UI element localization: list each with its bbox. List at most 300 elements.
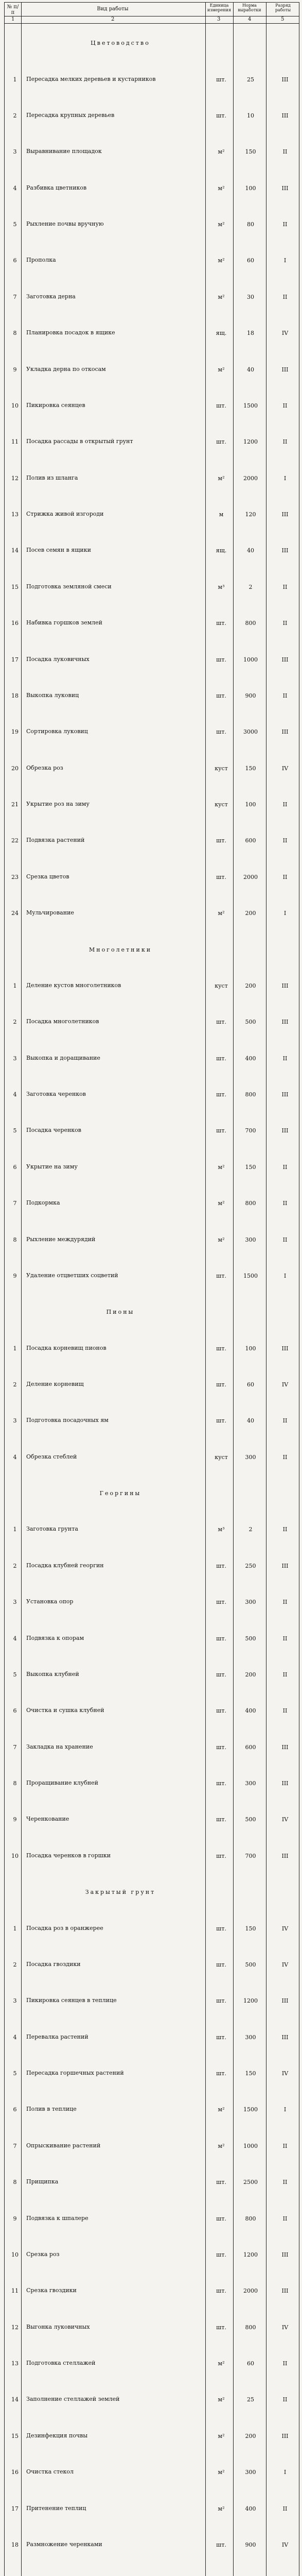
row-number: 4 (13, 2034, 17, 2041)
row-work-text: Заготовка грунта (26, 1526, 78, 1532)
row-work-text: Перевалка растений (26, 2034, 88, 2040)
row-work-text: Заготовка черенков (26, 1091, 86, 1097)
row-work-text: Установка опор (26, 1599, 74, 1605)
row-norm: 400 (245, 2505, 256, 2512)
row-grade: II (282, 837, 288, 844)
row-number: 17 (11, 2505, 19, 2512)
row-number: 3 (13, 148, 17, 155)
row-work-text: Планировка посадок в ящике (26, 330, 115, 336)
row-unit: ящ. (216, 547, 227, 554)
row-number: 4 (13, 185, 17, 192)
row-grade: II (282, 1599, 288, 1605)
row-work-text: Разбивка цветников (26, 185, 87, 191)
row-number: 6 (13, 257, 17, 264)
row-norm: 2 (248, 584, 253, 590)
row-number: 21 (11, 801, 19, 808)
row-number: 7 (13, 294, 17, 300)
row-number: 8 (13, 1236, 17, 1243)
row-number: 10 (11, 1853, 19, 1859)
section-title: Цветоводство (91, 40, 150, 46)
row-work-text: Подвязка растений (26, 837, 85, 843)
row-unit: шт. (216, 1816, 226, 1823)
row-work-text: Заготовка дерна (26, 294, 76, 300)
row-number: 4 (13, 1091, 17, 1098)
row-unit: м² (218, 2505, 225, 2512)
row-norm: 300 (245, 2034, 256, 2041)
row-grade: II (282, 1055, 288, 1062)
row-grade: II (282, 294, 288, 300)
row-grade: II (282, 620, 288, 626)
row-work-text: Выравнивание площадок (26, 148, 102, 155)
row-number: 3 (13, 1997, 17, 2004)
row-unit: шт. (216, 837, 226, 844)
row-grade: II (282, 2179, 288, 2185)
row-grade: III (281, 366, 289, 373)
row-work-text: Обрезка стеблей (26, 1454, 77, 1460)
row-work-text: Рыхление почвы вручную (26, 221, 104, 227)
row-norm: 1200 (243, 2251, 258, 2258)
row-number: 2 (13, 1961, 17, 1968)
row-unit: шт. (216, 692, 226, 699)
row-unit: шт. (216, 1925, 226, 1932)
row-grade: II (282, 1707, 288, 1714)
row-grade: II (282, 1164, 288, 1171)
row-work-text: Посадка клубней георгин (26, 1563, 104, 1569)
header-grade: Разряд работы (275, 3, 291, 12)
row-number: 1 (13, 982, 17, 989)
row-norm: 500 (245, 1961, 256, 1968)
colnum-3: 3 (217, 16, 221, 22)
row-work-text: Подвязка к шпалере (26, 2215, 88, 2222)
row-number: 5 (13, 2070, 17, 2077)
row-number: 5 (13, 1127, 17, 1134)
row-grade: II (282, 438, 288, 445)
row-number: 1 (13, 1925, 17, 1932)
row-unit: м (219, 511, 224, 518)
row-grade: III (281, 2287, 289, 2294)
row-norm: 200 (245, 982, 256, 989)
row-number: 10 (11, 2251, 19, 2258)
row-norm: 80 (247, 221, 254, 228)
row-grade: III (281, 1744, 289, 1751)
row-grade: III (281, 1997, 289, 2004)
row-unit: м³ (218, 584, 225, 590)
row-norm: 600 (245, 1744, 256, 1751)
row-work-text: Посадка корневищ пионов (26, 1345, 106, 1351)
row-grade: I (283, 2106, 287, 2113)
row-work-text: Срезка роз (26, 2251, 60, 2258)
row-number: 9 (13, 1816, 17, 1823)
header-num: № п/п (7, 4, 19, 15)
row-work-text: Выкопка луковиц (26, 692, 79, 699)
row-unit: куст (215, 801, 228, 808)
colnum-5: 5 (281, 16, 285, 22)
row-unit: шт. (216, 1091, 226, 1098)
row-unit: шт. (216, 1381, 226, 1388)
row-unit: шт. (216, 1417, 226, 1424)
row-norm: 800 (245, 1091, 256, 1098)
row-unit: м² (218, 2360, 225, 2367)
work-table (4, 2, 299, 2576)
row-grade: IV (281, 2324, 289, 2331)
row-work-text: Стрижка живой изгороди (26, 511, 104, 517)
row-unit: шт. (216, 1853, 226, 1859)
row-unit: шт. (216, 1635, 226, 1642)
row-norm: 1200 (243, 1997, 258, 2004)
row-number: 22 (11, 837, 19, 844)
row-norm: 150 (245, 765, 256, 772)
row-number: 15 (11, 584, 19, 590)
row-norm: 900 (245, 2541, 256, 2548)
row-work-text: Посадка черенков в горшки (26, 1853, 111, 1859)
row-unit: шт. (216, 1997, 226, 2004)
row-work-text: Подвязка к опорам (26, 1635, 84, 1641)
row-unit: м² (218, 1164, 225, 1171)
row-number: 6 (13, 1707, 17, 1714)
row-norm: 150 (245, 1925, 256, 1932)
row-work-text: Выкопка клубней (26, 1671, 79, 1677)
row-work-text: Набивка горшков землей (26, 620, 102, 626)
row-unit: шт. (216, 620, 226, 626)
row-grade: II (282, 1200, 288, 1207)
row-grade: III (281, 76, 289, 83)
row-work-text: Черенкование (26, 1816, 69, 1822)
row-unit: шт. (216, 1599, 226, 1605)
row-unit: м² (218, 221, 225, 228)
section-title: Георгины (99, 1490, 141, 1497)
row-unit: м² (218, 185, 225, 192)
row-number: 1 (13, 1345, 17, 1352)
row-grade: II (282, 1236, 288, 1243)
row-unit: шт. (216, 1961, 226, 1968)
row-grade: III (281, 2251, 289, 2258)
row-work-text: Заполнение стеллажей землей (26, 2396, 120, 2402)
row-number: 3 (13, 1417, 17, 1424)
row-norm: 10 (247, 112, 254, 119)
row-norm: 800 (245, 1200, 256, 1207)
row-number: 8 (13, 1780, 17, 1787)
row-grade: II (282, 2396, 288, 2403)
row-work-text: Посадка многолетников (26, 1019, 99, 1025)
row-number: 2 (13, 1563, 17, 1569)
row-work-text: Размножение черенками (26, 2541, 102, 2548)
row-number: 2 (13, 1019, 17, 1025)
row-norm: 40 (247, 547, 254, 554)
row-grade: IV (281, 2070, 289, 2077)
row-work-text: Подготовка посадочных ям (26, 1417, 109, 1423)
row-work-text: Прищипка (26, 2179, 59, 2185)
row-grade: II (282, 2215, 288, 2222)
row-unit: шт. (216, 2034, 226, 2041)
row-work-text: Мульчирование (26, 910, 74, 916)
row-grade: II (282, 584, 288, 590)
row-work-text: Закладка на хранение (26, 1744, 93, 1750)
row-number: 15 (11, 2433, 19, 2439)
row-norm: 2500 (243, 2179, 258, 2185)
row-grade: III (281, 185, 289, 192)
row-grade: II (282, 1454, 288, 1461)
row-unit: шт. (216, 1345, 226, 1352)
row-unit: м² (218, 1236, 225, 1243)
row-unit: м² (218, 910, 225, 917)
row-norm: 800 (245, 2215, 256, 2222)
colnum-2: 2 (111, 16, 115, 22)
row-grade: IV (281, 330, 289, 336)
row-norm: 40 (247, 1417, 254, 1424)
row-work-text: Пересадка мелких деревьев и кустарников (26, 76, 156, 82)
row-norm: 700 (245, 1853, 256, 1859)
row-norm: 500 (245, 1635, 256, 1642)
row-grade: I (283, 910, 287, 917)
row-grade: II (282, 402, 288, 409)
row-grade: III (281, 2433, 289, 2439)
row-work-text: Посадка черенков (26, 1127, 81, 1133)
section-title: Многолетники (88, 946, 152, 953)
col-divider (266, 3, 267, 2576)
row-work-text: Выкопка и доращивание (26, 1055, 100, 1061)
row-unit: шт. (216, 438, 226, 445)
row-unit: м² (218, 366, 225, 373)
row-grade: II (282, 874, 288, 880)
row-unit: ящ. (216, 330, 227, 336)
row-unit: шт. (216, 402, 226, 409)
row-number: 24 (11, 910, 19, 917)
row-number: 5 (13, 221, 17, 228)
row-number: 18 (11, 2541, 19, 2548)
row-norm: 60 (247, 257, 254, 264)
row-grade: II (282, 148, 288, 155)
row-unit: м² (218, 148, 225, 155)
row-unit: шт. (216, 1707, 226, 1714)
row-norm: 25 (247, 2396, 254, 2403)
row-norm: 1200 (243, 438, 258, 445)
row-number: 17 (11, 656, 19, 663)
row-number: 2 (13, 112, 17, 119)
row-grade: IV (281, 1816, 289, 1823)
row-unit: шт. (216, 1563, 226, 1569)
row-number: 7 (13, 1744, 17, 1751)
row-grade: II (282, 2505, 288, 2512)
row-unit: куст (215, 1454, 228, 1461)
row-work-text: Срезка цветов (26, 874, 69, 880)
row-grade: III (281, 511, 289, 518)
row-unit: шт. (216, 656, 226, 663)
row-norm: 300 (245, 1236, 256, 1243)
row-number: 13 (11, 2360, 19, 2367)
row-norm: 1000 (243, 2143, 258, 2149)
row-norm: 60 (247, 1381, 254, 1388)
row-work-text: Посадка гвоздики (26, 1961, 81, 1968)
header-norm: Норма выработки (238, 3, 261, 12)
row-number: 16 (11, 620, 19, 626)
row-number: 6 (13, 1164, 17, 1171)
row-unit: шт. (216, 2324, 226, 2331)
row-unit: шт. (216, 1273, 226, 1279)
row-unit: м² (218, 257, 225, 264)
row-grade: III (281, 1091, 289, 1098)
row-grade: IV (281, 2541, 289, 2548)
row-number: 6 (13, 2106, 17, 2113)
row-norm: 100 (245, 1345, 256, 1352)
row-number: 1 (13, 76, 17, 83)
row-number: 1 (13, 1526, 17, 1533)
row-norm: 2000 (243, 475, 258, 482)
row-work-text: Деление корневищ (26, 1381, 84, 1387)
row-norm: 1500 (243, 1273, 258, 1279)
row-number: 7 (13, 1200, 17, 1207)
row-work-text: Полив из шланга (26, 475, 78, 481)
colnum-1: 1 (11, 16, 15, 22)
row-work-text: Прополка (26, 257, 56, 263)
row-grade: II (282, 2360, 288, 2367)
row-work-text: Укрытие роз на зиму (26, 801, 90, 807)
row-unit: куст (215, 982, 228, 989)
row-work-text: Очистка и сушка клубней (26, 1707, 104, 1714)
row-grade: II (282, 1417, 288, 1424)
row-work-text: Посадка луковичных (26, 656, 90, 663)
row-number: 11 (11, 438, 19, 445)
row-unit: шт. (216, 76, 226, 83)
row-unit: шт. (216, 1744, 226, 1751)
row-work-text: Посев семян в ящики (26, 547, 91, 553)
row-grade: II (282, 2143, 288, 2149)
row-norm: 500 (245, 1816, 256, 1823)
row-grade: II (282, 1526, 288, 1533)
row-work-text: Пересадка крупных деревьев (26, 112, 115, 118)
row-number: 12 (11, 2324, 19, 2331)
row-grade: II (282, 221, 288, 228)
row-work-text: Подкормка (26, 1200, 60, 1206)
header-unit: Единица измерения (207, 3, 232, 12)
row-norm: 400 (245, 1707, 256, 1714)
row-norm: 150 (245, 2070, 256, 2077)
section-title: Закрытый грунт (85, 1889, 156, 1895)
row-grade: II (282, 692, 288, 699)
row-grade: II (282, 1635, 288, 1642)
row-unit: шт. (216, 1780, 226, 1787)
row-unit: шт. (216, 112, 226, 119)
row-grade: I (283, 475, 287, 482)
row-unit: м² (218, 2469, 225, 2476)
row-norm: 150 (245, 1164, 256, 1171)
row-work-text: Очистка стекол (26, 2469, 74, 2475)
row-number: 8 (13, 330, 17, 336)
row-unit: шт. (216, 2251, 226, 2258)
row-work-text: Укладка дерна по откосам (26, 366, 106, 372)
col-divider (21, 3, 22, 2576)
row-norm: 2000 (243, 874, 258, 880)
row-unit: куст (215, 765, 228, 772)
row-grade: II (282, 1671, 288, 1678)
row-norm: 3000 (243, 728, 258, 735)
row-number: 9 (13, 2215, 17, 2222)
row-norm: 2 (248, 1526, 253, 1533)
row-grade: III (281, 1853, 289, 1859)
col-divider (205, 3, 206, 2576)
row-number: 14 (11, 2396, 19, 2403)
row-unit: м² (218, 2396, 225, 2403)
row-number: 14 (11, 547, 19, 554)
row-number: 7 (13, 2143, 17, 2149)
row-unit: шт. (216, 874, 226, 880)
row-grade: III (281, 728, 289, 735)
row-grade: I (283, 1273, 287, 1279)
row-grade: III (281, 2034, 289, 2041)
row-unit: м² (218, 2106, 225, 2113)
row-number: 4 (13, 1635, 17, 1642)
row-number: 12 (11, 475, 19, 482)
row-work-text: Подготовка земляной смеси (26, 584, 112, 590)
row-number: 3 (13, 1599, 17, 1605)
row-number: 8 (13, 2179, 17, 2185)
row-norm: 30 (247, 294, 254, 300)
row-unit: м² (218, 475, 225, 482)
row-norm: 2000 (243, 2287, 258, 2294)
row-work-text: Пикировка сеянцев в теплице (26, 1997, 117, 2004)
row-norm: 60 (247, 2360, 254, 2367)
row-work-text: Притенение теплиц (26, 2505, 86, 2512)
row-norm: 1000 (243, 656, 258, 663)
row-work-text: Полив в теплице (26, 2106, 77, 2112)
row-number: 5 (13, 1671, 17, 1678)
row-norm: 300 (245, 1599, 256, 1605)
row-norm: 200 (245, 1671, 256, 1678)
row-number: 11 (11, 2287, 19, 2294)
row-grade: IV (281, 1381, 289, 1388)
row-work-text: Укрытие на зиму (26, 1164, 78, 1170)
row-work-text: Посадка рассады в открытый грунт (26, 438, 133, 445)
row-norm: 900 (245, 692, 256, 699)
row-unit: шт. (216, 2179, 226, 2185)
section-title: Пионы (106, 1309, 135, 1315)
row-norm: 700 (245, 1127, 256, 1134)
row-unit: шт. (216, 2541, 226, 2548)
row-unit: шт. (216, 728, 226, 735)
row-work-text: Проращивание клубней (26, 1780, 98, 1786)
row-unit: м³ (218, 1526, 225, 1533)
row-norm: 800 (245, 2324, 256, 2331)
row-grade: III (281, 656, 289, 663)
row-work-text: Пикировка сеянцев (26, 402, 85, 409)
row-grade: III (281, 1563, 289, 1569)
row-number: 16 (11, 2469, 19, 2476)
row-norm: 25 (247, 76, 254, 83)
row-number: 13 (11, 511, 19, 518)
row-number: 19 (11, 728, 19, 735)
row-grade: III (281, 1019, 289, 1025)
row-work-text: Удаление отцветших соцветий (26, 1273, 118, 1279)
row-grade: III (281, 1345, 289, 1352)
row-norm: 150 (245, 148, 256, 155)
row-norm: 1500 (243, 402, 258, 409)
row-norm: 200 (245, 910, 256, 917)
row-grade: I (283, 2469, 287, 2476)
row-work-text: Рыхление междурядий (26, 1236, 96, 1243)
row-norm: 600 (245, 837, 256, 844)
row-unit: шт. (216, 2215, 226, 2222)
row-number: 9 (13, 366, 17, 373)
row-unit: м² (218, 2433, 225, 2439)
row-norm: 300 (245, 1780, 256, 1787)
row-unit: шт. (216, 2070, 226, 2077)
row-unit: шт. (216, 1671, 226, 1678)
row-unit: шт. (216, 1055, 226, 1062)
row-number: 3 (13, 1055, 17, 1062)
row-work-text: Подготовка стеллажей (26, 2360, 96, 2366)
row-number: 4 (13, 1454, 17, 1461)
row-unit: шт. (216, 1127, 226, 1134)
row-work-text: Опрыскивание растений (26, 2143, 101, 2149)
